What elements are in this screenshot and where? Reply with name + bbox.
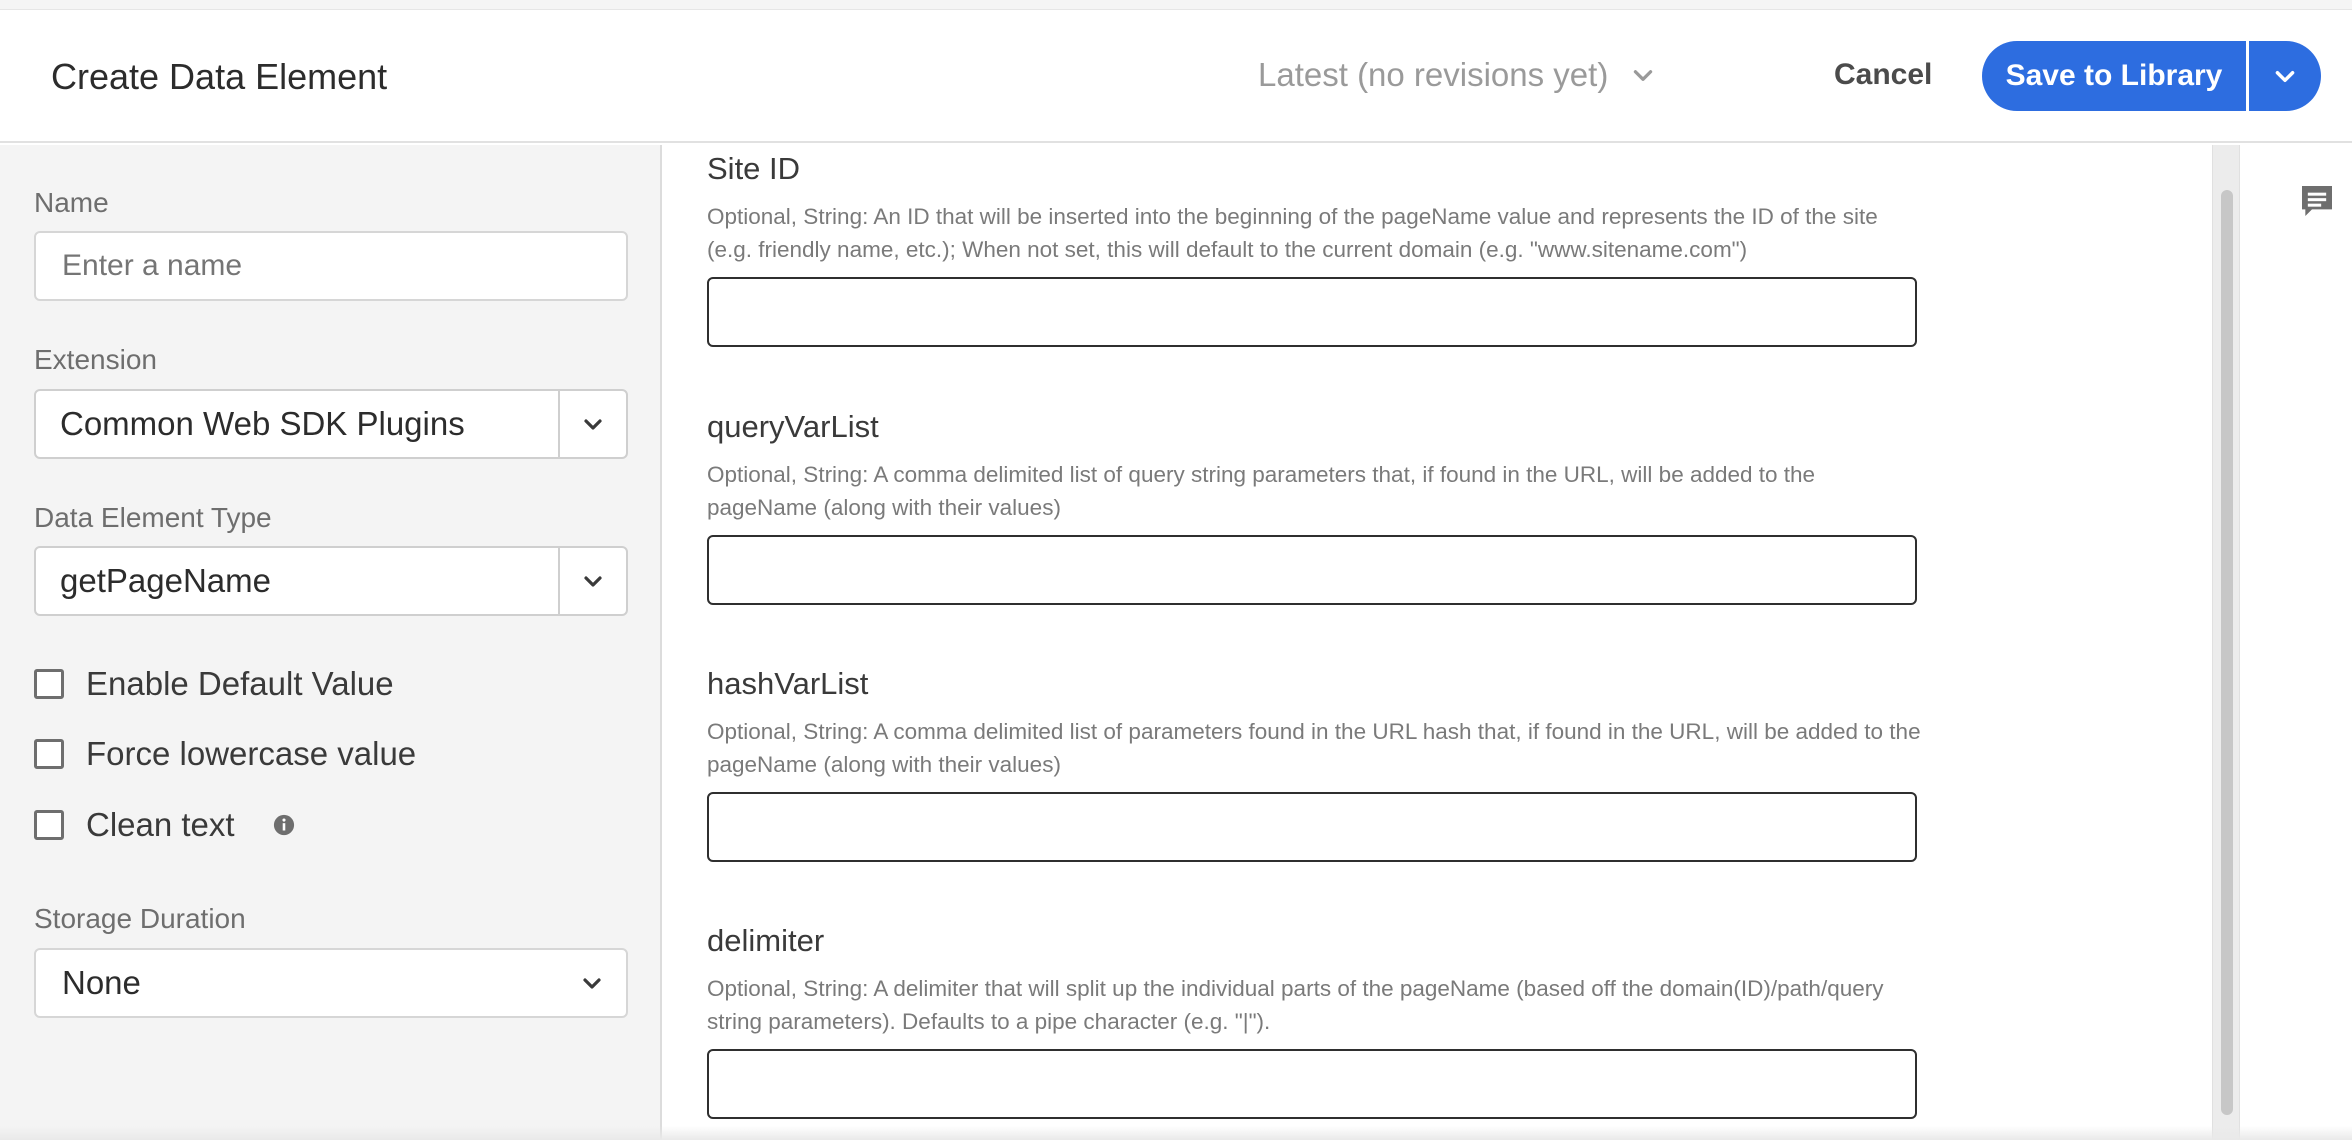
name-label: Name: [34, 187, 109, 218]
delimiter-input[interactable]: [707, 1049, 1917, 1119]
clean-text-label[interactable]: Clean text: [86, 806, 235, 843]
extension-label: Extension: [34, 344, 157, 375]
page-title: Create Data Element: [51, 56, 388, 97]
info-icon[interactable]: [273, 814, 295, 836]
save-to-library-button[interactable]: Save to Library: [1982, 41, 2246, 111]
save-options-button[interactable]: [2249, 41, 2321, 111]
name-input[interactable]: [34, 231, 628, 301]
extension-combobox[interactable]: [34, 389, 628, 459]
delimiter-title: delimiter: [707, 923, 825, 958]
enable-default-value-row[interactable]: [34, 665, 394, 703]
chevron-down-icon: [581, 412, 605, 436]
right-rail: [2241, 145, 2352, 1140]
data-element-type-combobox[interactable]: [34, 546, 628, 616]
site-id-description: Optional, String: An ID that will be inserted into the beginning of the pageName value and represents the ID of the site (e.g. friendly name, etc.); When not set, this will default to the current domain (e.g. "www.sitename.com"): [707, 204, 1878, 262]
bottom-edge: [0, 1126, 2352, 1140]
revision-label: Latest (no revisions yet): [1258, 56, 1609, 93]
hash-var-list-title: hashVarList: [707, 666, 869, 701]
query-var-list-title: queryVarList: [707, 409, 879, 444]
query-var-list-description: Optional, String: A comma delimited list of query string parameters that, if found in the URL, will be added to the pageName (along with their values): [707, 462, 1816, 520]
top-strip: [0, 0, 2352, 10]
enable-default-value-label[interactable]: Enable Default Value: [86, 665, 394, 702]
delimiter-description: Optional, String: A delimiter that will split up the individual parts of the pageName (based off the domain(ID)/path/query string parameters). Defaults to a pipe character (e.g. "|").: [707, 976, 1884, 1034]
data-element-type-label: Data Element Type: [34, 502, 272, 533]
extension-value[interactable]: Common Web SDK Plugins: [36, 391, 560, 457]
site-id-input[interactable]: [707, 277, 1917, 347]
chevron-down-icon: [580, 971, 604, 995]
main-panel: [664, 145, 2210, 1140]
chevron-down-icon: [1630, 62, 1656, 88]
force-lowercase-label[interactable]: Force lowercase value: [86, 735, 417, 772]
data-element-type-value[interactable]: getPageName: [36, 548, 560, 614]
data-element-type-dropdown-button[interactable]: [560, 548, 626, 614]
storage-duration-select[interactable]: [34, 948, 628, 1018]
sidebar: [0, 145, 662, 1140]
enable-default-value-checkbox[interactable]: [34, 669, 64, 699]
hash-var-list-input[interactable]: [707, 792, 1917, 862]
storage-duration-label: Storage Duration: [34, 903, 246, 934]
clean-text-row[interactable]: [34, 806, 295, 844]
hash-var-list-description: Optional, String: A comma delimited list of parameters found in the URL hash that, if found in the URL, will be added to the pageName (along with their values): [707, 719, 1921, 777]
clean-text-checkbox[interactable]: [34, 810, 64, 840]
comment-icon[interactable]: [2297, 181, 2337, 221]
force-lowercase-checkbox[interactable]: [34, 739, 64, 769]
revision-selector[interactable]: [1258, 56, 1656, 94]
query-var-list-input[interactable]: [707, 535, 1917, 605]
scrollbar-thumb[interactable]: [2221, 190, 2233, 1115]
storage-duration-value: None: [62, 964, 141, 1001]
save-button-group: [1982, 41, 2321, 111]
header: [0, 10, 2352, 143]
chevron-down-icon: [581, 569, 605, 593]
extension-dropdown-button[interactable]: [560, 391, 626, 457]
main-scrollbar[interactable]: [2212, 145, 2240, 1140]
cancel-button[interactable]: Cancel: [1834, 58, 1933, 91]
chevron-down-icon: [2272, 63, 2298, 89]
force-lowercase-row[interactable]: [34, 735, 416, 773]
site-id-title: Site ID: [707, 151, 801, 186]
